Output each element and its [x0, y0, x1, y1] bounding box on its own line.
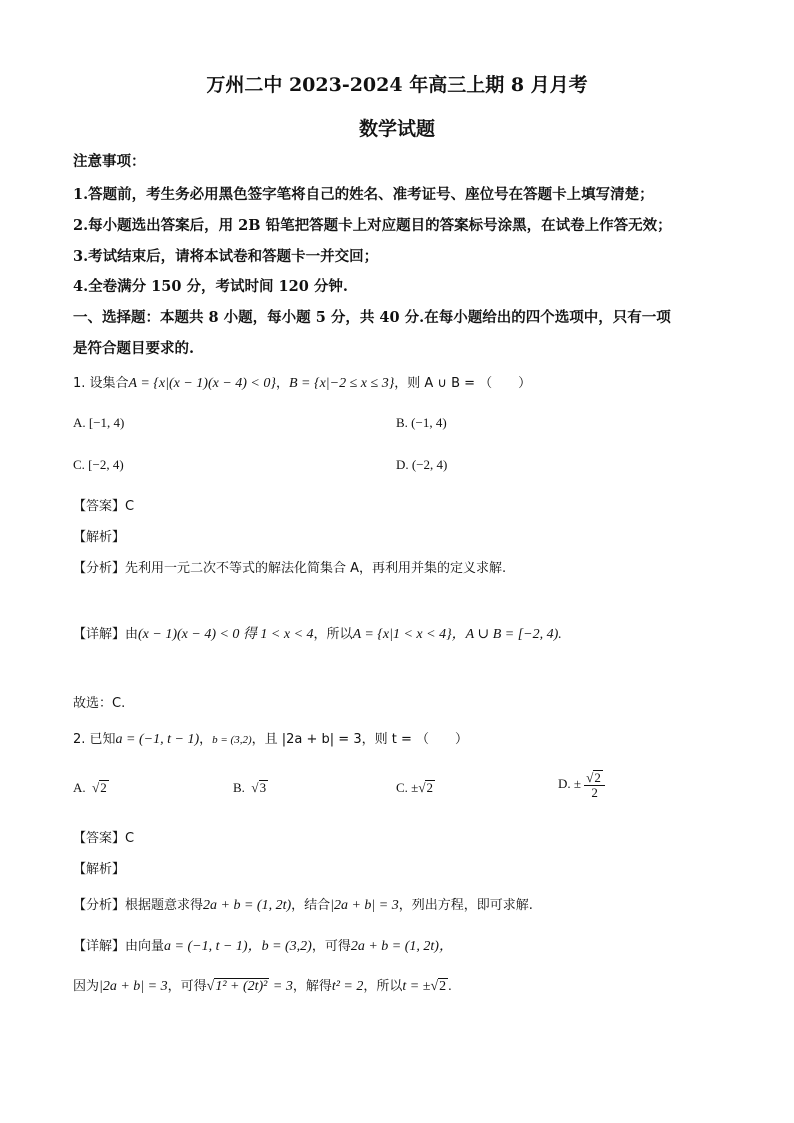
question-1-option-b: B. (−1, 4): [396, 415, 447, 430]
xiangjie-mid: ，所以: [313, 627, 353, 642]
question-1-set-a: A = {x|(x − 1)(x − 4) < 0}: [128, 376, 276, 391]
xiangjie-math2: A = {x|1 < x < 4}，A ∪ B = [−2, 4).: [352, 627, 562, 642]
xj-math2: 2a + b = (1, 2t)，: [350, 939, 453, 954]
fenxi-mid: ，结合: [291, 898, 331, 913]
option-d-label: D. ±: [558, 775, 582, 791]
last-math2: = 3: [269, 979, 293, 994]
question-2-fenxi: [73, 894, 533, 914]
last-math4-pre: t = ±: [402, 979, 431, 994]
xj-mid: ，可得: [311, 939, 351, 954]
question-2-option-b: B. √3: [233, 780, 267, 795]
question-1-sep: ，: [275, 376, 289, 391]
question-1-answer: 【答案】C: [73, 499, 135, 514]
question-1-option-a: A. [−1, 4): [73, 415, 125, 430]
last-pre: 因为: [73, 979, 100, 994]
note-item-4: 4.全卷满分 150 分，考试时间 120 分钟.: [73, 278, 348, 295]
question-1-ask: ，则 A ∪ B = （ ）: [394, 376, 532, 391]
note-item-2: 2.每小题选出答案后，用 2B 铅笔把答题卡上对应题目的答案标号涂黑，在试卷上作答无效；: [73, 217, 672, 234]
note-item-3: 3.考试结束后，请将本试卷和答题卡一并交回；: [73, 248, 379, 265]
fenxi-pre: 【分析】根据题意求得: [73, 898, 204, 913]
question-1-option-d: D. (−2, 4): [396, 457, 448, 472]
question-2-cond: ，且 |2a + b| = 3，则 t = （ ）: [251, 732, 468, 747]
last-math3: t² = 2: [331, 979, 364, 994]
question-2-vec-a: a = (−1, t − 1): [115, 732, 200, 747]
xj-pre: 【详解】由向量: [73, 939, 165, 954]
question-2-answer: 【答案】C: [73, 831, 135, 846]
question-2-option-a: A. √2: [73, 780, 107, 795]
last-mid2: ，解得: [292, 979, 332, 994]
xiangjie-math: (x − 1)(x − 4) < 0 得 1 < x < 4: [138, 627, 314, 642]
option-a-sqrt: 2: [100, 780, 107, 795]
xiangjie-label: 【详解】由: [73, 627, 139, 642]
question-1-fenxi: 【分析】先利用一元二次不等式的解法化简集合 A，再利用并集的定义求解.: [73, 561, 507, 576]
question-2-option-d: [558, 770, 605, 800]
question-1-prefix: 1. 设集合: [73, 376, 129, 391]
option-d-fraction: $\frac{√2}{2}$: [584, 770, 605, 800]
xj-math1: a = (−1, t − 1)，b = (3,2): [164, 939, 312, 954]
option-c-sqrt: 2: [426, 780, 433, 795]
question-1-xiangjie: [73, 623, 562, 643]
option-a-label: A.: [73, 780, 86, 795]
last-math1: |2a + b| = 3: [99, 979, 168, 994]
question-1-conclusion: 故选：C.: [73, 696, 126, 711]
fenxi-post: ，列出方程，即可求解.: [398, 898, 533, 913]
question-2-option-c: C. ±√2: [396, 780, 433, 795]
question-1-analysis-tag: 【解析】: [73, 530, 126, 545]
question-2-prefix: 2. 已知: [73, 732, 116, 747]
option-c-label: C. ±: [396, 780, 419, 795]
last-math4-val: 2: [439, 979, 447, 994]
question-2-stem: [73, 728, 468, 748]
fenxi-math: 2a + b = (1, 2t): [203, 898, 292, 913]
question-2-xiangjie: [73, 935, 453, 955]
section-heading-line1: 一、选择题：本题共 8 小题，每小题 5 分，共 40 分.在每小题给出的四个选项中，只有一项: [73, 309, 671, 326]
question-2-solution-line: 因为|2a + b| = 3，可得√1² + (2t)² = 3，解得t² = 2，所以t = ±√2 .: [73, 979, 452, 994]
question-1-stem: [73, 372, 531, 392]
page-title: 万州二中 2023-2024 年高三上期 8 月月考: [206, 74, 588, 96]
section-heading-line2: 是符合题目要求的.: [73, 340, 195, 357]
question-2-sep: ，: [199, 732, 213, 747]
page-subtitle: 数学试题: [358, 118, 435, 140]
last-end: .: [448, 979, 452, 994]
option-b-sqrt: 3: [259, 780, 267, 795]
question-2-vec-b: b = (3,2): [212, 734, 252, 746]
last-mid1: ，可得: [167, 979, 207, 994]
question-1-set-b: B = {x|−2 ≤ x ≤ 3}: [289, 376, 395, 391]
last-sqrt: 1² + (2t)²: [215, 979, 268, 994]
option-d-denominator: 2: [591, 785, 598, 801]
note-item-1: 1.答题前，考生务必用黑色签字笔将自己的姓名、准考证号、座位号在答题卡上填写清楚；: [73, 186, 654, 203]
fenxi-math2: |2a + b| = 3: [330, 898, 399, 913]
last-mid3: ，所以: [363, 979, 403, 994]
question-1-option-c: C. [−2, 4): [73, 457, 124, 472]
option-d-numerator: 2: [594, 770, 601, 785]
notes-heading: 注意事项：: [73, 153, 146, 170]
option-b-label: B.: [233, 780, 245, 795]
question-2-analysis-tag: 【解析】: [73, 862, 126, 877]
